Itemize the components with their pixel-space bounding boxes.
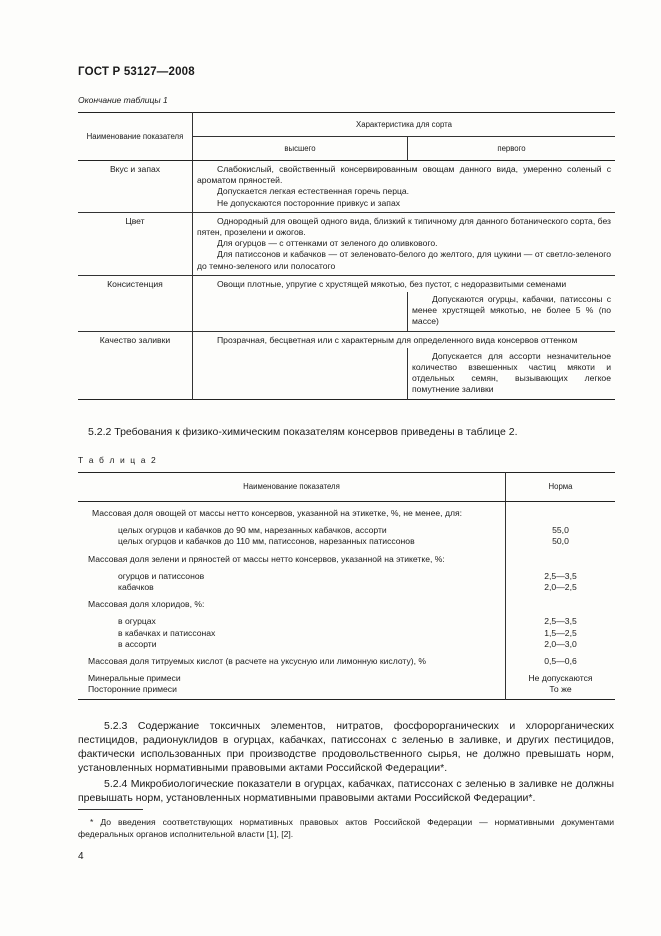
table-row: [78, 508, 615, 519]
fill-common: [193, 331, 616, 348]
texture-first: [408, 292, 616, 331]
fill-common-text: Прозрачная, бесцветная или с характерным для определенного вида консервов оттенком: [217, 334, 578, 345]
section-5-2-4: 5.2.4 Микробиологические показатели в огурцах, кабачках, патиссонах с зеленью в заливке не должны превышать норм, установленных нормативными правовыми актами Российской Федерации*.: [78, 778, 614, 804]
fill-first-text: Допускается для ассорти незначительное количество взвешенных частиц мякоти и отдельных семян, вызывающих легкое помутнение заливки: [412, 350, 611, 395]
greens-item-2: кабачков: [78, 582, 506, 593]
row-label-texture: Консистенция: [78, 275, 193, 331]
texture-first-text: Допускаются огурцы, кабачки, патиссоны с менее хрустящей мякотью, не более 5 % (по массе): [412, 294, 611, 327]
mineral-value: Не допускаются: [528, 673, 593, 684]
texture-common: [193, 275, 616, 292]
chlorides-item-3: в ассорти: [78, 639, 506, 650]
acids-value: 0,5—0,6: [544, 656, 577, 667]
table-row: [78, 212, 615, 275]
table-row: [78, 525, 615, 536]
taste-description: [193, 161, 616, 213]
chlorides-value-2: 1,5—2,5: [544, 627, 577, 638]
table-row: [78, 554, 615, 565]
table-row: [78, 599, 615, 610]
page-number: 4: [78, 851, 84, 862]
chlorides-value-1: 2,5—3,5: [544, 616, 577, 627]
fill-first: [408, 348, 616, 399]
taste-line-2: Допускается легкая естественная горечь перца.: [217, 186, 410, 197]
table1: [78, 112, 615, 400]
table-row: [78, 616, 615, 627]
table-row: [78, 673, 615, 684]
veg-label: Массовая доля овощей от массы нетто консервов, указанной на этикетке, %, не менее, для:: [78, 508, 506, 519]
table1-caption: Окончание таблицы 1: [78, 95, 168, 105]
acids-label: Массовая доля титруемых кислот (в расчете на уксусную или лимонную кислоту), %: [78, 656, 506, 667]
color-line-3: Для патиссонов и кабачков — от зеленовато-белого до желтого, для цукини — от светло-зеленого до темно-зеленого или полосатого: [197, 249, 611, 271]
greens-item-1: огурцов и патиссонов: [78, 571, 506, 582]
foreign-label: Посторонние примеси: [78, 684, 506, 699]
table1-header-grade-first: первого: [408, 137, 616, 161]
table1-header-group: Характеристика для сорта: [193, 113, 616, 137]
footnote-divider: [78, 809, 143, 810]
chlorides-item-2: в кабачках и патиссонах: [78, 628, 506, 639]
table2-caption: Т а б л и ц а 2: [78, 455, 158, 465]
table-row: [78, 639, 615, 650]
greens-label: Массовая доля зелени и пряностей от массы нетто консервов, указанной на этикетке, %:: [78, 554, 506, 565]
veg-item-1: целых огурцов и кабачков до 90 мм, нарезанных кабачков, ассорти: [78, 525, 506, 536]
taste-line-1: Слабокислый, свойственный консервированным овощам данного вида, умеренно соленый с ароматом пряностей.: [197, 164, 611, 186]
section-5-2-3: 5.2.3 Содержание токсичных элементов, нитратов, фосфорорганических и хлорорганических пестицидов, радионуклидов в огурцах, кабачках, патиссонах с зеленью в заливке, и других пестицидов, фактически использованных при производстве продовольственного сырья, не должно превышать норм, установленных нормативными правовыми актами Российской Федерации*.: [78, 720, 614, 774]
row-label-color: Цвет: [78, 212, 193, 275]
veg-value-2: 50,0: [552, 536, 569, 547]
table2: [78, 472, 615, 700]
table-row: [78, 684, 615, 699]
table-row: [78, 571, 615, 582]
chlorides-item-1: в огурцах: [78, 616, 506, 627]
veg-item-2: целых огурцов и кабачков до 110 мм, патиссонов, нарезанных патиссонов: [78, 536, 506, 547]
table-row: [78, 656, 615, 667]
table-row: [78, 161, 615, 213]
table1-header-indicator: Наименование показателя: [78, 113, 193, 161]
document-header: ГОСТ Р 53127—2008: [78, 66, 195, 78]
veg-value-1: 55,0: [552, 525, 569, 536]
table-row: [78, 582, 615, 593]
table-row: [78, 331, 615, 348]
texture-high-empty: [193, 292, 408, 331]
table-row: [78, 536, 615, 547]
texture-common-text: Овощи плотные, упругие с хрустящей мякотью, без пустот, с недоразвитыми семенами: [217, 278, 567, 289]
section-5-2-2: 5.2.2 Требования к физико-химическим показателям консервов приведены в таблице 2.: [88, 426, 518, 438]
row-label-taste: Вкус и запах: [78, 161, 193, 213]
chlorides-label: Массовая доля хлоридов, %:: [78, 599, 506, 610]
color-line-1: Однородный для овощей одного вида, близкий к типичному для данного ботанического сорта, без пятен, прозелени и ожогов.: [197, 215, 611, 238]
greens-value-2: 2,0—2,5: [544, 582, 577, 593]
greens-value-1: 2,5—3,5: [544, 570, 577, 581]
mineral-label: Минеральные примеси: [78, 673, 506, 684]
row-label-fill: Качество заливки: [78, 331, 193, 399]
taste-line-3: Не допускаются посторонние привкус и запах: [217, 197, 401, 208]
table1-header-grade-high: высшего: [193, 137, 408, 161]
table2-header-norm: Норма: [506, 473, 616, 502]
table-row: [78, 275, 615, 292]
color-line-2: Для огурцов — с оттенками от зеленого до оливкового.: [217, 238, 438, 249]
table2-header-name: Наименование показателя: [78, 473, 506, 502]
foreign-value: То же: [549, 684, 572, 695]
chlorides-value-3: 2,0—3,0: [544, 638, 577, 649]
fill-high-empty: [193, 348, 408, 399]
footnote: * До введения соответствующих нормативных правовых актов Российской Федерации — нормативными документами федеральных органов исполнительной власти [1], [2].: [78, 817, 614, 839]
table-row: [78, 628, 615, 639]
color-description: [193, 212, 616, 275]
